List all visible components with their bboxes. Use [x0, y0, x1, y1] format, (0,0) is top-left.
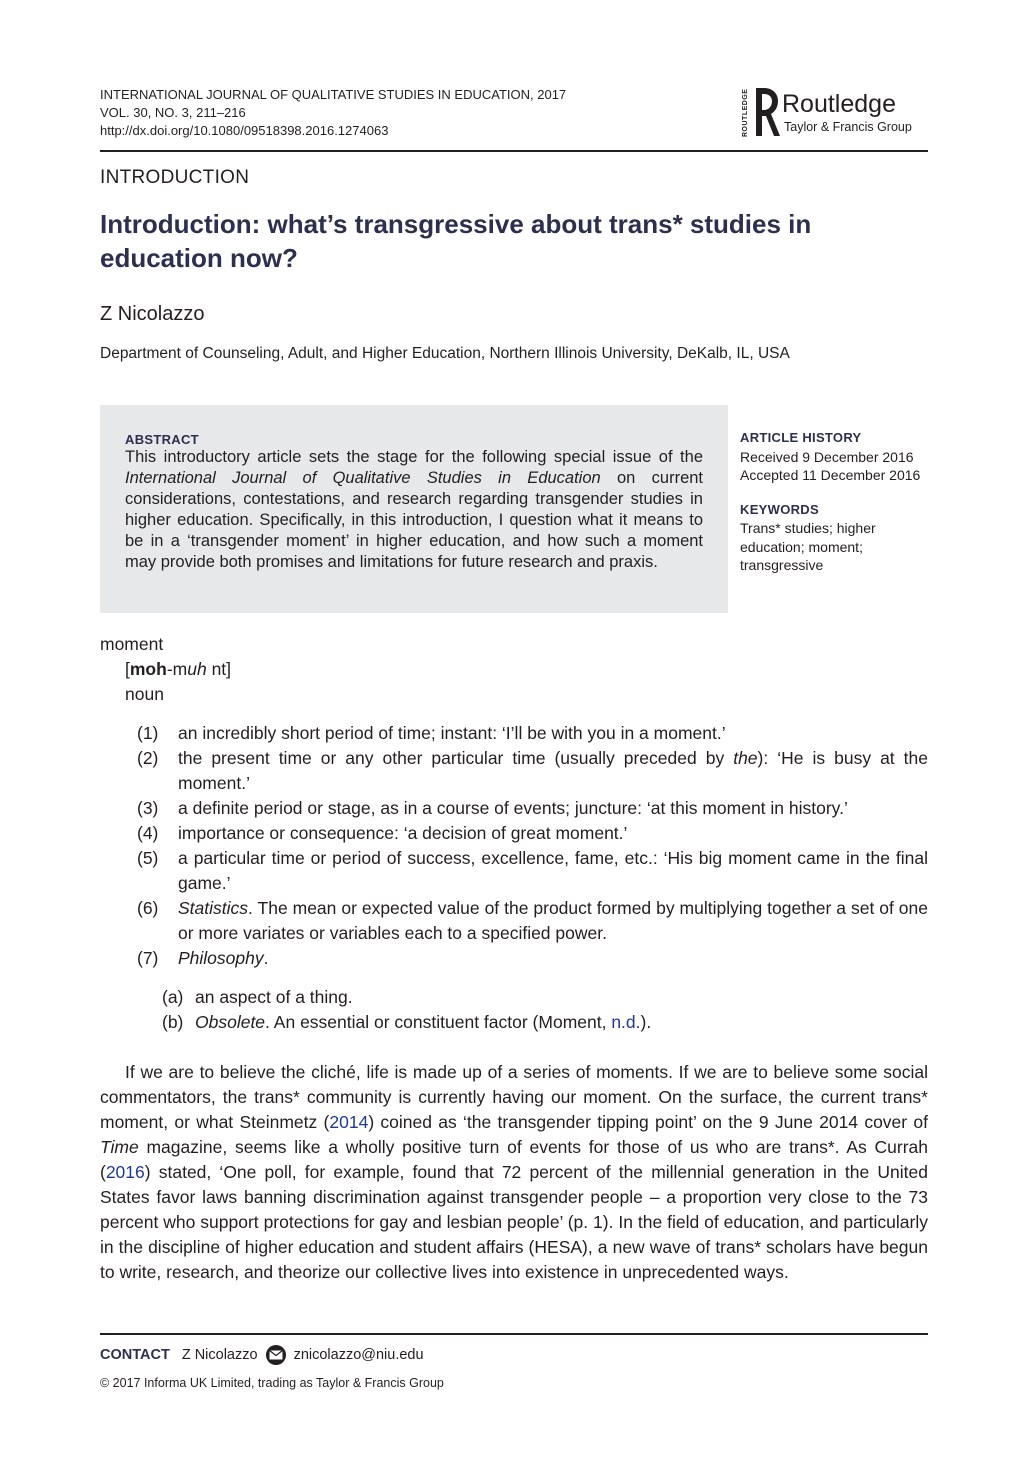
pron-stress: moh [129, 659, 167, 679]
abstract-text [125, 447, 703, 573]
keywords-heading: KEYWORDS [740, 501, 819, 517]
definition-item [100, 796, 928, 821]
article-sidebar [740, 429, 930, 575]
received-date: Received 9 December 2016 [740, 448, 914, 465]
publisher-name: Routledge [782, 90, 896, 118]
body-text-part: ) coined as ‘the transgender tipping point’ on the 9 June 2014 cover of [368, 1112, 928, 1132]
definition-text: an incredibly short period of time; instant: ‘I’ll be with you in a moment.’ [178, 723, 726, 743]
abstract-heading: ABSTRACT [125, 432, 199, 447]
author-name: Z Nicolazzo [100, 303, 205, 325]
subdefinition-item [100, 985, 928, 1010]
definition-list [100, 721, 928, 971]
article-history-heading: ARTICLE HISTORY [740, 430, 862, 445]
body-paragraph [100, 1060, 928, 1285]
journal-name: INTERNATIONAL JOURNAL OF QUALITATIVE STUDIES IN EDUCATION, 2017 [100, 87, 567, 102]
definition-number: (4) [137, 823, 159, 843]
article-page [100, 0, 928, 1465]
definition-item [100, 821, 928, 846]
publisher-side-text: ROUTLEDGE [742, 88, 749, 138]
definition-text: importance or consequence: ‘a decision of great moment.’ [178, 823, 628, 843]
definition-item [100, 721, 928, 746]
dictionary-word: moment [100, 634, 164, 654]
definition-number: (7) [137, 948, 159, 968]
journal-meta [100, 86, 566, 140]
pron-part: [ [125, 659, 130, 679]
routledge-r-icon [752, 86, 780, 138]
publisher-logo [738, 86, 928, 138]
copyright-notice: © 2017 Informa UK Limited, trading as Taylor & Francis Group [100, 1376, 444, 1390]
pron-italic: uh [187, 659, 207, 679]
definition-number: (1) [137, 723, 159, 743]
journal-volume: VOL. 30, NO. 3, 211–216 [100, 105, 246, 120]
contact-name: Z Nicolazzo [181, 1347, 258, 1363]
author-affiliation: Department of Counseling, Adult, and Higher Education, Northern Illinois University, DeKalb, IL, USA [100, 345, 790, 362]
doi-link[interactable]: http://dx.doi.org/10.1080/09518398.2016.1274063 [100, 123, 389, 138]
definition-text: . [263, 948, 269, 968]
body-italic: Time [100, 1137, 139, 1157]
subdefinition-text: an aspect of a thing. [195, 987, 353, 1007]
definition-italic: Statistics [178, 898, 249, 918]
article-title: Introduction: what’s transgressive about trans* studies in education now? [100, 209, 812, 273]
citation-link[interactable]: n.d. [611, 1012, 641, 1032]
header-rule [100, 150, 928, 152]
definition-item [100, 746, 928, 796]
pron-part: nt] [206, 659, 232, 679]
definition-italic: Philosophy [178, 948, 264, 968]
abstract-text-part: This introductory article sets the stage for the following special issue of the [125, 448, 703, 466]
subdefinition-letter: (a) [162, 987, 184, 1007]
definition-number: (2) [137, 748, 159, 768]
subdefinition-text: . An essential or constituent factor (Moment, [265, 1012, 612, 1032]
abstract-text-part: on current considerations, contestations, and research regarding transgender studies in higher education. Specifically, in this introduction, I question what it means to be in a ‘transgender moment’ in higher education, and how such a moment may provide both promises and limitations for future research and praxis. [125, 469, 704, 571]
definition-text: a definite period or stage, as in a course of events; juncture: ‘at this moment in history.’ [178, 798, 848, 818]
contact-label: CONTACT [100, 1347, 170, 1363]
definition-number: (6) [137, 898, 159, 918]
publisher-subtitle: Taylor & Francis Group [784, 120, 912, 134]
subdefinition-letter: (b) [162, 1012, 184, 1032]
pron-part: -m [166, 659, 188, 679]
keywords-text: Trans* studies; higher education; moment; transgressive [740, 520, 876, 573]
contact-line [100, 1345, 424, 1365]
part-of-speech: noun [125, 684, 164, 704]
definition-text: . The mean or expected value of the product formed by multiplying together a set of one or more variates or variables each to a specified power. [178, 898, 928, 943]
body-text-part: If we are to believe the cliché, life is made up of a series of moments. If we are to believe some social commentators, the trans* community is currently having our moment. On the surface, the current trans* moment, or what Steinmetz ( [100, 1062, 928, 1132]
subdefinition-item [100, 1010, 928, 1035]
definition-italic: the [733, 748, 758, 768]
subdefinition-list [100, 985, 928, 1035]
definition-number: (3) [137, 798, 159, 818]
body-text-part: magazine, seems like a wholly positive turn of events for those of us who are trans*. As Currah ( [100, 1137, 928, 1182]
definition-text: the present time or any other particular time (usually preceded by [178, 748, 734, 768]
definition-text: ): ‘He is busy at the moment.’ [178, 748, 928, 793]
citation-link[interactable]: 2016 [105, 1162, 145, 1182]
definition-number: (5) [137, 848, 159, 868]
footer-rule [100, 1333, 928, 1335]
body-text-part: ) stated, ‘One poll, for example, found that 72 percent of the millennial generation in the United States favor laws banning discrimination against transgender people – a proportion very close to the 73 percent who support protections for gay and lesbian people’ (p. 1). In the field of education, and particularly in the discipline of higher education and student affairs (HESA), a new wave of trans* scholars have begun to write, research, and theorize our collective lives into existence in unprecedented ways. [100, 1162, 928, 1282]
abstract-journal-title: International Journal of Qualitative Studies in Education [125, 469, 601, 487]
citation-link[interactable]: 2014 [329, 1112, 369, 1132]
definition-item [100, 896, 928, 946]
subdefinition-text: ). [640, 1012, 652, 1032]
definition-text: a particular time or period of success, excellence, fame, etc.: ‘His big moment came in the final game.’ [178, 848, 928, 893]
definition-item [100, 946, 928, 971]
abstract-box [100, 405, 728, 613]
definition-item [100, 846, 928, 896]
email-icon [266, 1345, 286, 1365]
section-label: INTRODUCTION [100, 167, 250, 188]
subdefinition-italic: Obsolete [195, 1012, 266, 1032]
contact-email[interactable]: znicolazzo@niu.edu [293, 1347, 424, 1363]
pronunciation [125, 657, 231, 682]
accepted-date: Accepted 11 December 2016 [740, 467, 921, 483]
